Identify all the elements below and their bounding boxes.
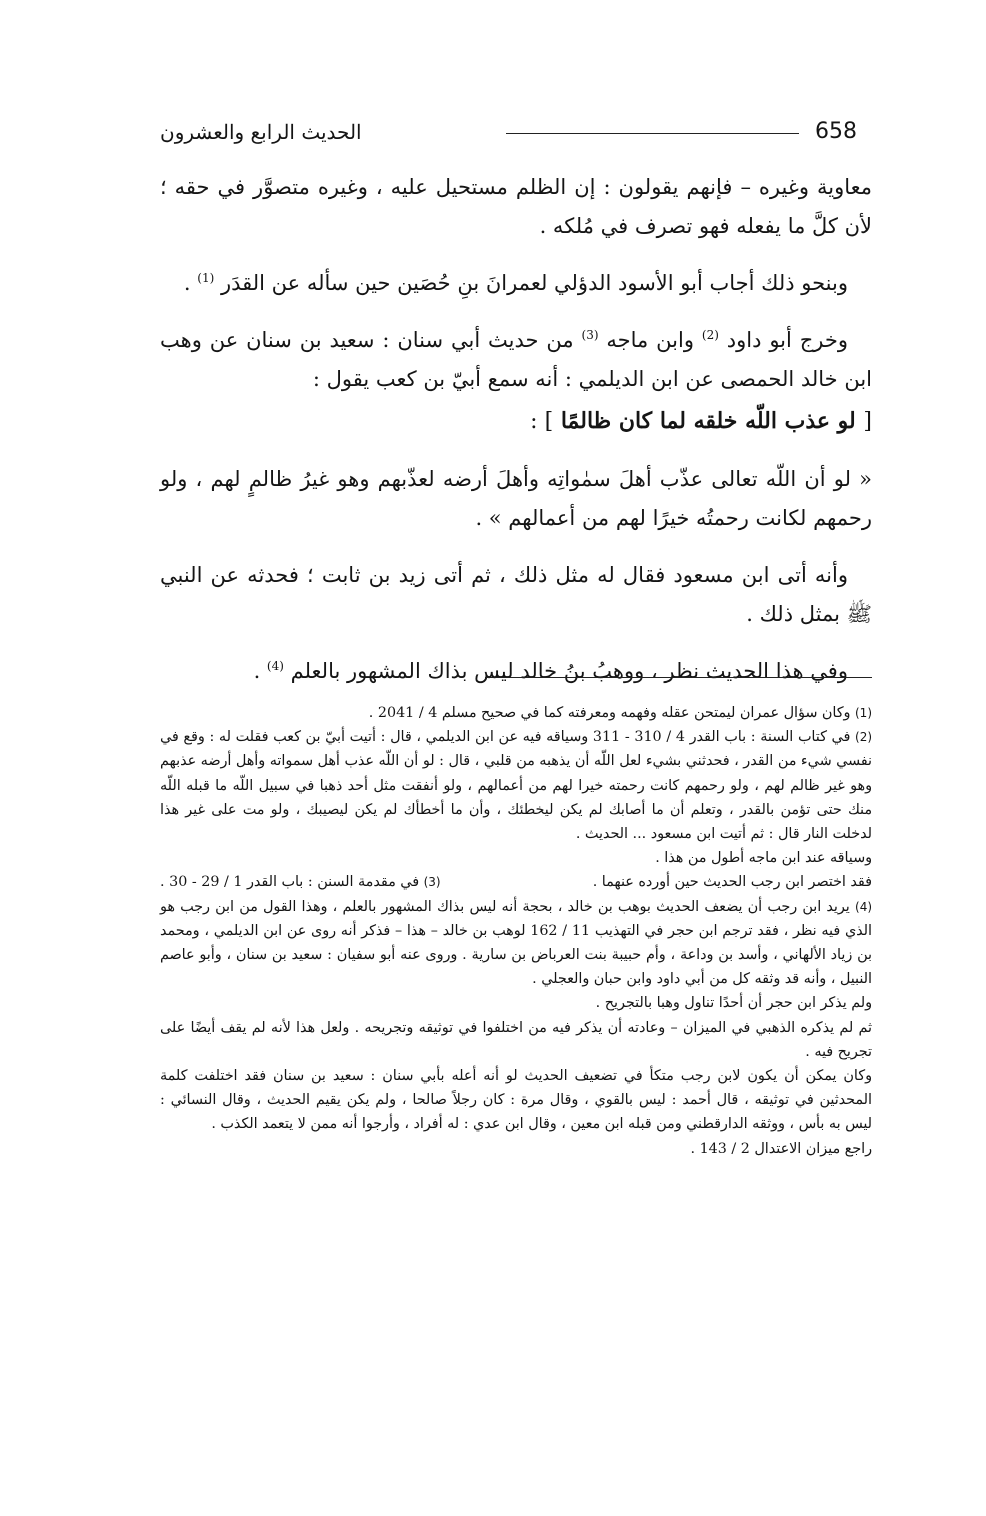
footnote-3-text: في مقدمة السنن : باب القدر 1 / 29 - 30 . bbox=[160, 874, 420, 891]
footnotes bbox=[160, 701, 872, 1161]
footnote-4 bbox=[160, 895, 872, 992]
header-rule bbox=[506, 133, 799, 134]
paragraph-4-hadith: « لو أن اللّه تعالى عذّب أهلَ سمٰواتِه وأهلَ أرضه لعذّبهم وهو غيرُ ظالمٍ لهم ، ولو رحمهم لكانت رحمتُه خيرًا لهم من أعمالهم » . bbox=[160, 467, 872, 530]
paragraph-3 bbox=[160, 321, 872, 399]
footnote-2-continuation-1: وسياقه عند ابن ماجه أطول من هذا . bbox=[655, 850, 872, 867]
heading-text: لو عذب اللّه خلقه لما كان ظالمًا bbox=[560, 408, 856, 434]
paragraph-6-tail: . bbox=[253, 659, 267, 683]
page-header bbox=[160, 118, 872, 148]
footnote-1-number: (1) bbox=[854, 706, 872, 720]
heading-open-bracket: [ bbox=[863, 409, 872, 434]
footnote-1-text: وكان سؤال عمران ليمتحن عقله وفهمه ومعرفته كما في صحيح مسلم 4 / 2041 . bbox=[368, 705, 851, 721]
footnote-4-number: (4) bbox=[855, 899, 873, 914]
main-text bbox=[160, 168, 872, 691]
paragraph-6 bbox=[160, 652, 872, 691]
footnote-ref-1: (1) bbox=[197, 271, 215, 285]
heading-close-bracket: ] bbox=[544, 409, 554, 434]
heading-colon: : bbox=[530, 409, 545, 434]
footnote-2 bbox=[160, 725, 872, 846]
paragraph-3-part-a: وخرج أبو داود bbox=[726, 328, 849, 352]
footnote-ref-2: (2) bbox=[701, 328, 719, 342]
paragraph-2 bbox=[160, 264, 872, 303]
footnote-3 bbox=[160, 870, 441, 894]
paragraph-5: وأنه أتى ابن مسعود فقال له مثل ذلك ، ثم أتى زيد بن ثابت ؛ فحدثه عن النبي ﷺ بمثل ذلك . bbox=[160, 563, 872, 626]
footnote-4-continuation-4: راجع ميزان الاعتدال 2 / 143 . bbox=[690, 1140, 872, 1157]
footnote-ref-4: (4) bbox=[266, 659, 284, 673]
paragraph-3-part-b: وابن ماجه bbox=[606, 328, 702, 352]
footnote-ref-3: (3) bbox=[581, 328, 599, 342]
footnote-4-continuation-2: ثم لم يذكره الذهبي في الميزان – وعادته أن يذكر فيه من اختلفوا في توثيقه وتجريحه . ولعل هذا لأنه لم يقف أيضًا على تجريح فيه . bbox=[160, 1019, 872, 1060]
paragraph-2-tail: . bbox=[183, 271, 198, 295]
section-heading bbox=[160, 401, 872, 442]
paragraph-2-text: وبنحو ذلك أجاب أبو الأسود الدؤلي لعمرانَ بنِ حُصَين حين سأله عن القدَر bbox=[220, 271, 848, 295]
footnote-1 bbox=[160, 701, 872, 725]
footnote-4-continuation-3: وكان يمكن أن يكون لابن رجب متكأ في تضعيف الحديث لو أنه أعله بأبي سنان : سعيد بن سنان فقد اختلفت كلمة المحدثين في توثيقه ، قال أحمد : ليس بالقوي ، وقال مرة : كان رجلاً صالحا ، ولم يكن يقيم الحديث ، وقال النسائي : ليس به بأس ، ووثقه الدارقطني ومن قبله ابن معين ، وقال ابن عدي : له أفراد ، وأرجوا أنه ممن لا يتعمد الكذب . bbox=[160, 1068, 872, 1133]
footnote-2-3-line bbox=[160, 870, 872, 894]
paragraph-6-text: وفي هذا الحديث نظر ، ووهبُ بنُ خالد ليس بذاك المشهور بالعلم bbox=[290, 659, 848, 683]
running-title: الحديث الرابع والعشرون bbox=[160, 120, 362, 144]
footnote-2-number: (2) bbox=[855, 730, 873, 745]
footnote-2-text: في كتاب السنة : باب القدر 4 / 310 - 311 وسياقه فيه عن ابن الديلمي ، قال : أتيت أبيّ بن كعب فقلت له : وقع في نفسي شيء من القدر ، فحدثني بشيء لعل اللّه أن يذهبه من قلبي ، قال : لو أن اللّه عذب أهل سمواته وأهل أرضه عذبهم وهو غير ظالم لهم ، ولو رحمهم كانت رحمته خيرا لهم من أعمالهم ، ولو أنفقت مثل أحد ذهبا في سبيل اللّه ما قبله اللّه منك حتى تؤمن بالقدر ، وتعلم أن ما أصابك لم يكن ليخطئك ، وأن ما أخطأك لم يكن ليصيبك ، ولو مت على غير هذا لدخلت النار قال : ثم أتيت ابن مسعود ... الحديث . bbox=[160, 729, 872, 843]
footnote-3-number: (3) bbox=[423, 875, 441, 890]
footnote-separator bbox=[485, 677, 872, 678]
footnote-4-text: يريد ابن رجب أن يضعف الحديث بوهب بن خالد ، بحجة أنه ليس بذاك المشهور بالعلم ، وهذا القول من ابن رجب هو الذي فيه نظر ، فقد ترجم ابن حجر في التهذيب 11 / 162 لوهب بن خالد – هذا – فذكر أنه روى عن ابن الديلمي ، ومحمد بن زياد الألهاني ، وأسد بن وداعة ، وأم حبيبة بنت العرباض بن سارية . وروى عنه أبو سفيان : سعيد بن سنان ، وأبو عاصم النبيل ، وأنه قد وثقه كل من أبي داود وابن حبان والعجلي . bbox=[160, 898, 873, 988]
paragraph-3-part-c: من حديث أبي سنان : سعيد بن سنان عن وهب ابن خالد الحمصى عن ابن الديلمي : أنه سمع أبيّ بن كعب يقول : bbox=[160, 328, 872, 391]
paragraph-1: معاوية وغيره – فإنهم يقولون : إن الظلم مستحيل عليه ، وغيره متصوَّر في حقه ؛ لأن كلَّ ما يفعله فهو تصرف في مُلكه . bbox=[160, 175, 872, 238]
footnote-4-continuation-1: ولم يذكر ابن حجر أن أحدًا تناول وهبا بالتجريح . bbox=[595, 995, 872, 1012]
page-number: 658 bbox=[815, 119, 857, 144]
footnote-2-continuation-2: فقد اختصر ابن رجب الحديث حين أورده عنهما . bbox=[592, 874, 872, 891]
